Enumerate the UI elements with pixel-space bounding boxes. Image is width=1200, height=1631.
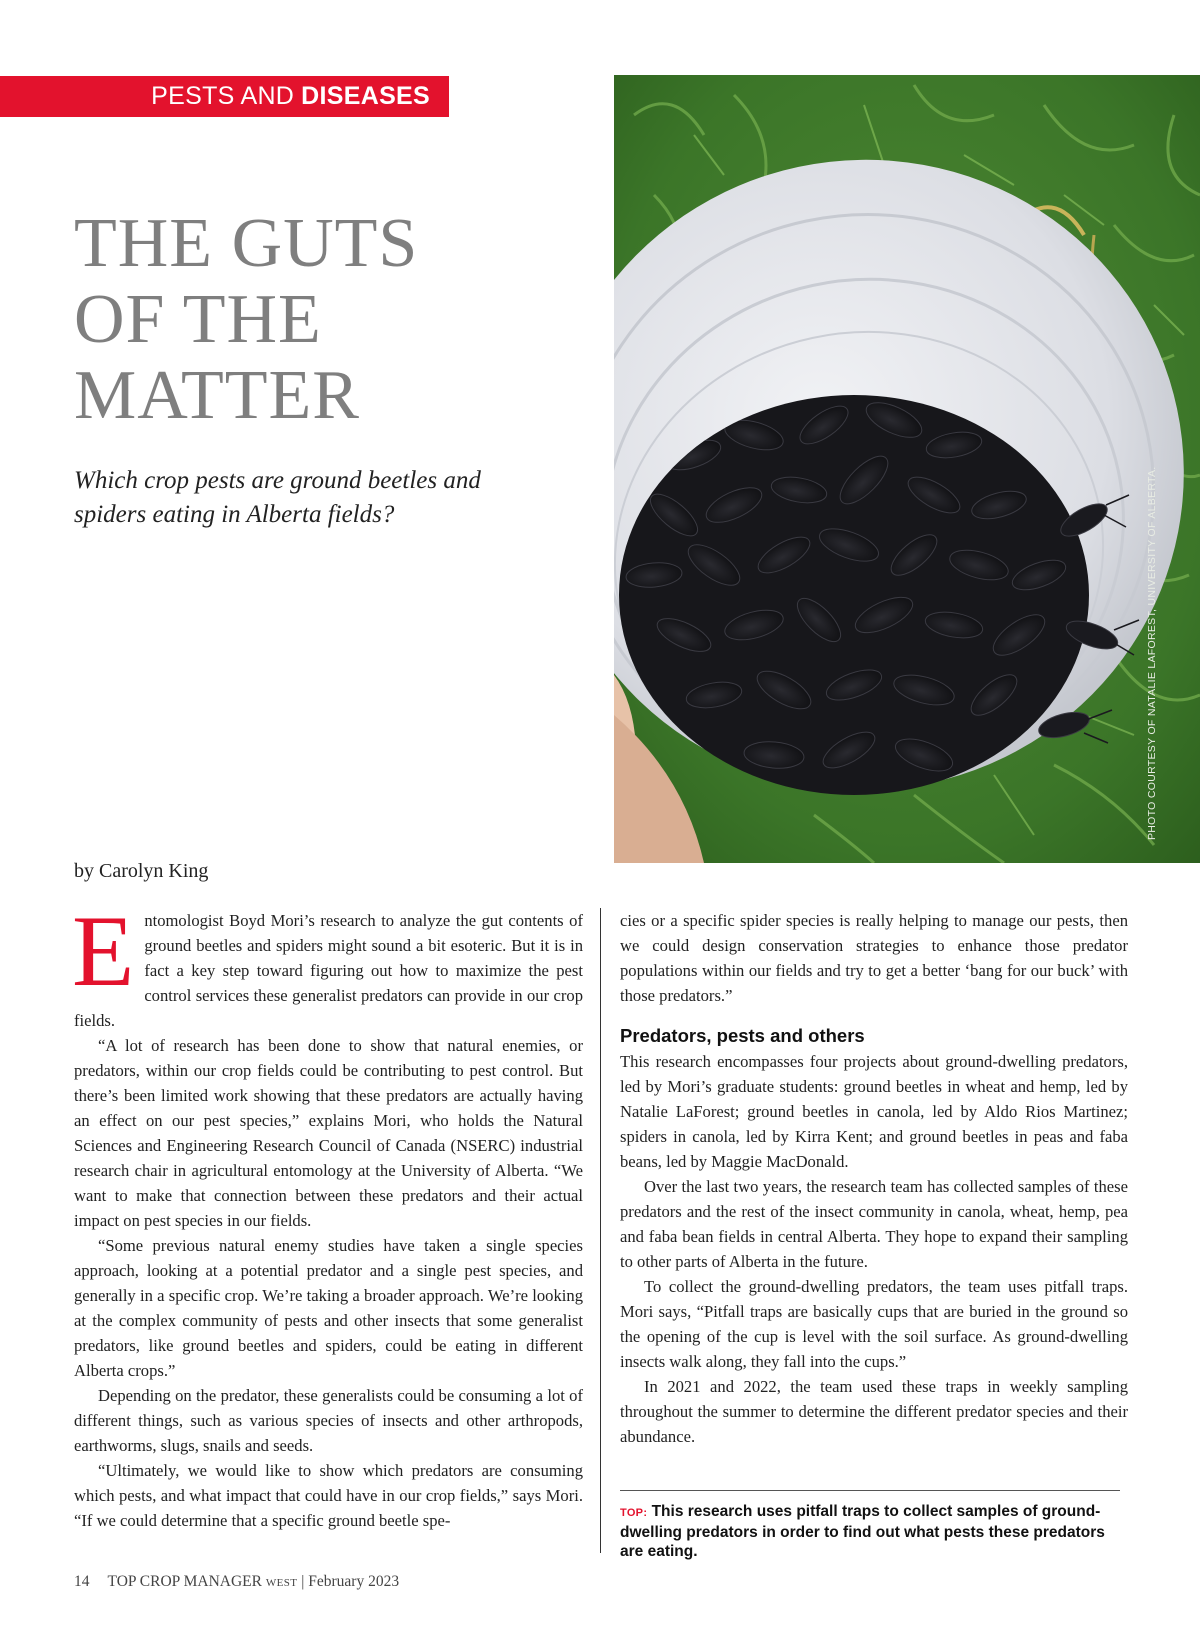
headline-line: MATTER <box>74 357 360 434</box>
publication-edition: WEST <box>265 1577 298 1589</box>
section-label-light: PESTS AND <box>151 82 295 110</box>
footer-separator: | <box>301 1573 305 1590</box>
pitfall-cup-photo <box>614 75 1200 863</box>
caption-rule <box>620 1490 1120 1491</box>
article-paragraph: “Ultimately, we would like to show which predators are consuming which pests, and what impact that could have in our crop fields,” says Mori. “If we could determine that a specific ground beetle spe- <box>74 1461 583 1530</box>
article-paragraph: This research encompasses four projects about ground-dwelling predators, led by Mori’s graduate students: ground beetles in wheat and hemp, led by Natalie LaForest; ground beetles in canola, led by Aldo Rios Martinez; spiders in canola, led by Kirra Kent; and ground beetles in peas and faba beans, led by Maggie MacDonald. <box>620 1052 1128 1171</box>
caption-text: This research uses pitfall traps to collect samples of ground-dwelling predators in order to find out what pests these predators are eating. <box>620 1503 1105 1560</box>
page-footer <box>74 1573 399 1591</box>
section-subhead: Predators, pests and others <box>620 1025 865 1046</box>
article-headline <box>74 206 554 434</box>
caption-tag: TOP: <box>620 1507 648 1519</box>
article-paragraph: “A lot of research has been done to show that natural enemies, or predators, within our crop fields could be contributing to pest control. But there’s been limited work showing that these predators are actually having an effect on our pest species,” explains Mori, who holds the Natural Sciences and Engineering Research Council of Canada (NSERC) industrial research chair in agricultural entomology at the University of Alberta. “We want to make that connection between these predators and their actual impact on pest species in our fields. <box>74 1036 583 1230</box>
section-label-bold: DISEASES <box>301 82 430 110</box>
headline-line: THE GUTS <box>74 205 419 282</box>
issue-date: February 2023 <box>308 1573 400 1590</box>
column-divider <box>600 908 601 1553</box>
article-paragraph: Over the last two years, the research team has collected samples of these predators and the rest of the insect community in canola, wheat, hemp, pea and faba bean fields in central Alberta. They hope to expand their sampling to other parts of Alberta in the future. <box>620 1177 1128 1271</box>
headline-line: OF THE <box>74 281 322 358</box>
article-paragraph: cies or a specific spider species is really helping to manage our pests, then we could design conservation strategies to enhance those predator populations within our fields and try to get a better ‘bang for our buck’ with those predators.” <box>620 911 1128 1005</box>
article-paragraph: To collect the ground-dwelling predators, the team uses pitfall traps. Mori says, “Pitfall traps are basically cups that are buried in the ground so the opening of the cup is level with the soil surface. As ground-dwelling insects walk along, they fall into the cups.” <box>620 1277 1128 1371</box>
page-number: 14 <box>74 1573 90 1590</box>
article-paragraph: “Some previous natural enemy studies have taken a single species approach, looking at a potential predator and a single pest species, and generally in a specific crop. We’re taking a broader approach. We’re looking at the complex community of pests and other insects that some generalist predators, like ground beetles and spiders, could be eating in different Alberta crops.” <box>74 1236 583 1380</box>
article-deck: Which crop pests are ground beetles and spiders eating in Alberta fields? <box>74 467 481 528</box>
section-banner <box>0 76 449 117</box>
article-column-right <box>620 908 1128 1449</box>
paragraph-text: ntomologist Boyd Mori’s research to analyze the gut contents of ground beetles and spiders might sound a bit esoteric. But it is in fact a key step toward figuring out how to maximize the pest control services these generalist predators can provide in our crop fields. <box>74 911 583 1030</box>
article-paragraph <box>72 895 583 1033</box>
byline: by Carolyn King <box>74 860 209 882</box>
article-paragraph: Depending on the predator, these generalists could be consuming a lot of different things, such as various species of insects and other arthropods, earthworms, slugs, snails and seeds. <box>74 1386 583 1455</box>
photo-caption <box>620 1502 1120 1561</box>
article-paragraph: In 2021 and 2022, the team used these traps in weekly sampling throughout the summer to determine the different predator species and their abundance. <box>620 1377 1128 1446</box>
article-column-left <box>72 895 583 1533</box>
publication-name: TOP CROP MANAGER <box>107 1573 262 1590</box>
photo-credit: PHOTO COURTESY OF NATALIE LAFOREST, UNIVERSITY OF ALBERTA. <box>1146 466 1158 840</box>
drop-cap: E <box>72 895 135 1008</box>
article-photo <box>614 75 1200 863</box>
